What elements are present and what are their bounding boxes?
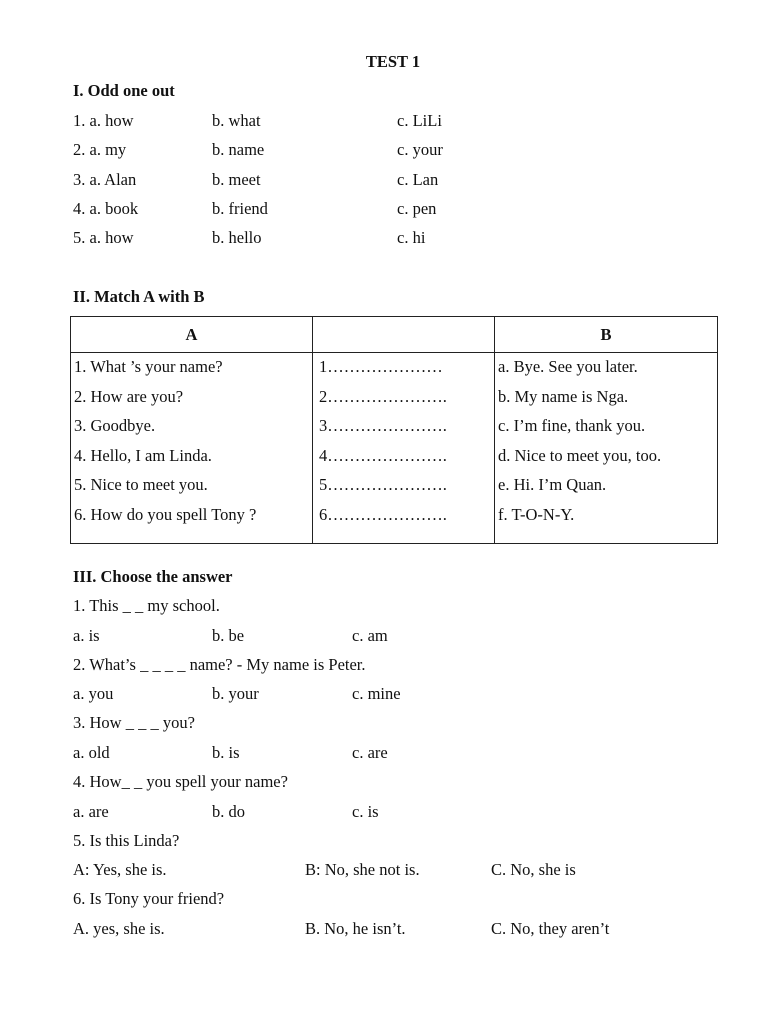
match-table: [70, 316, 718, 544]
answer-options: [0, 860, 768, 884]
question-text: 1. This _ _ my school.: [73, 596, 220, 615]
option-b: B: No, she not is.: [305, 860, 420, 879]
column-a-item: 2. How are you?: [74, 386, 184, 406]
answer-column-header: [313, 317, 495, 353]
question-text: 2. What’s _ _ _ _ name? - My name is Peter.: [73, 655, 366, 674]
option-c: c. your: [397, 140, 443, 159]
option-a: a. old: [73, 743, 110, 762]
option-a: a. you: [73, 684, 114, 703]
option-c: c. are: [352, 743, 388, 762]
option-b: b. hello: [212, 228, 262, 247]
option-c: c. mine: [352, 684, 401, 703]
question: [0, 596, 768, 620]
option-a: 4. a. book: [73, 199, 139, 218]
answer-blank: 4………………….: [319, 445, 447, 465]
question: [0, 772, 768, 796]
answer-blank: 2………………….: [319, 386, 447, 406]
option-c: C. No, they aren’t: [491, 919, 610, 938]
column-b-item: c. I’m fine, thank you.: [498, 416, 646, 436]
option-b: b. friend: [212, 199, 268, 218]
question-text: 3. How _ _ _ you?: [73, 713, 195, 732]
option-a: 5. a. how: [73, 228, 134, 247]
odd-one-out-item: [0, 228, 768, 252]
question: [0, 655, 768, 679]
answer-options: [0, 626, 768, 650]
option-b: b. your: [212, 684, 259, 703]
option-b: b. meet: [212, 170, 261, 189]
option-c: c. Lan: [397, 170, 439, 189]
column-a-item: 6. How do you spell Tony ?: [74, 504, 257, 524]
column-a-header: A: [71, 317, 313, 353]
odd-one-out-item: [0, 111, 768, 135]
column-b-item: f. T-O-N-Y.: [498, 504, 575, 524]
answer-options: [0, 743, 768, 767]
column-a-item: 5. Nice to meet you.: [74, 475, 208, 495]
column-a-item: 1. What ’s your name?: [74, 357, 223, 376]
option-a: 2. a. my: [73, 140, 127, 159]
option-c: c. is: [352, 802, 379, 821]
option-a: A: Yes, she is.: [73, 860, 167, 879]
option-c: c. hi: [397, 228, 426, 247]
odd-one-out-item: [0, 199, 768, 223]
answer-column-cell: [313, 353, 495, 544]
question: [0, 831, 768, 855]
odd-one-out-item: [0, 140, 768, 164]
column-b-cell: [495, 353, 718, 544]
option-c: c. LiLi: [397, 111, 442, 130]
column-a-item: 4. Hello, I am Linda.: [74, 445, 212, 465]
option-b: b. name: [212, 140, 265, 159]
option-c: C. No, she is: [491, 860, 576, 879]
option-a: 3. a. Alan: [73, 170, 137, 189]
column-a-item: 3. Goodbye.: [74, 416, 156, 436]
section-2-heading: II. Match A with B: [73, 287, 205, 306]
column-b-item: e. Hi. I’m Quan.: [498, 475, 607, 495]
option-c: c. pen: [397, 199, 437, 218]
option-a: a. are: [73, 802, 109, 821]
question-text: 6. Is Tony your friend?: [73, 889, 225, 908]
question: [0, 889, 768, 913]
section-3-heading: III. Choose the answer: [73, 567, 233, 586]
answer-options: [0, 684, 768, 708]
option-b: b. is: [212, 743, 240, 762]
column-b-item: a. Bye. See you later.: [498, 357, 638, 376]
answer-blank: 1…………………: [319, 357, 443, 376]
answer-blank: 3………………….: [319, 416, 447, 436]
option-c: c. am: [352, 626, 388, 645]
question-text: 4. How_ _ you spell your name?: [73, 772, 288, 791]
answer-blank: 6………………….: [319, 504, 447, 524]
option-b: b. do: [212, 802, 245, 821]
odd-one-out-item: [0, 170, 768, 194]
column-a-cell: [71, 353, 313, 544]
question-text: 5. Is this Linda?: [73, 831, 180, 850]
answer-blank: 5………………….: [319, 475, 447, 495]
option-a: a. is: [73, 626, 100, 645]
option-b: b. be: [212, 626, 245, 645]
column-b-item: b. My name is Nga.: [498, 386, 629, 406]
answer-options: [0, 919, 768, 943]
page-title: TEST 1: [365, 52, 421, 71]
option-b: b. what: [212, 111, 261, 130]
option-a: A. yes, she is.: [73, 919, 165, 938]
answer-options: [0, 802, 768, 826]
option-a: 1. a. how: [73, 111, 134, 130]
column-b-item: d. Nice to meet you, too.: [498, 445, 662, 465]
column-b-header: B: [495, 317, 718, 353]
option-b: B. No, he isn’t.: [305, 919, 406, 938]
question: [0, 713, 768, 737]
section-1-heading: I. Odd one out: [73, 81, 175, 100]
